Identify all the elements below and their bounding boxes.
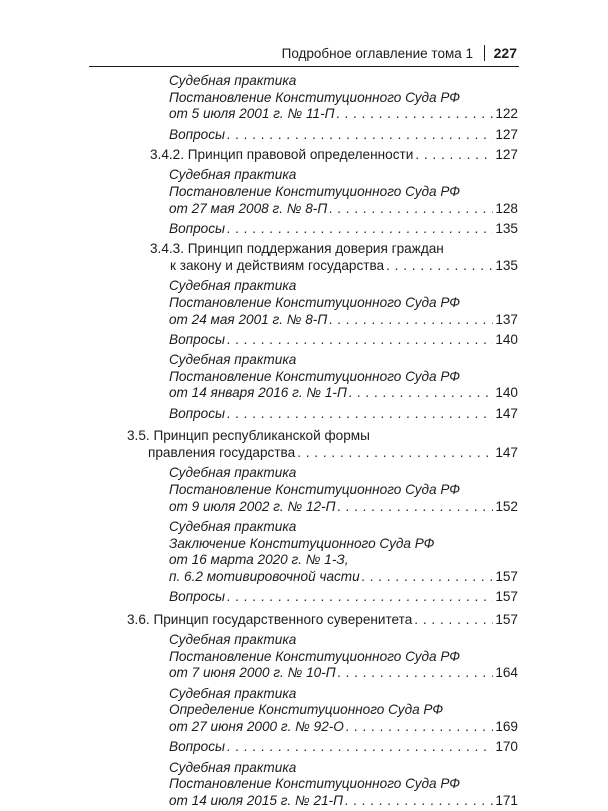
entry-line: Постановление Конституционного Суда РФ: [169, 482, 461, 498]
header-separator: [484, 45, 485, 61]
entry-last-line: [169, 793, 518, 810]
entry-title: от 24 мая 2001 г. № 8-П: [169, 311, 328, 327]
case-law-entry: [169, 632, 518, 682]
entry-line: Постановление Конституционного Суда РФ: [169, 89, 461, 105]
entry-page-number: 147: [495, 405, 518, 421]
dot-leader: [414, 612, 493, 629]
dot-leader: [337, 499, 493, 516]
entry-page-number: 127: [495, 126, 518, 142]
entry-page-number: 140: [495, 385, 518, 401]
entry-last-line: [169, 499, 518, 516]
entry-title: 3.4.2. Принцип правовой определенности: [150, 146, 414, 162]
entry-page-number: 135: [495, 257, 518, 273]
entry-title: Вопросы: [169, 405, 226, 421]
questions-entry: [169, 332, 518, 349]
entry-line: Постановление Конституционного Суда РФ: [169, 294, 461, 310]
dot-leader: [227, 739, 493, 756]
case-law-entry: [169, 465, 518, 515]
entry-last-line: [150, 258, 518, 275]
header-rule: [89, 66, 519, 67]
entry-title: Вопросы: [169, 220, 226, 236]
entry-title: от 14 июля 2015 г. № 21-П: [169, 792, 344, 808]
entry-title: 3.6. Принцип государственного суверенитета: [127, 611, 413, 627]
entry-title: Вопросы: [169, 331, 226, 347]
entry-line: Судебная практика: [169, 352, 297, 368]
entry-last-line: [127, 445, 518, 462]
dot-leader: [297, 445, 493, 462]
entry-title: правления государства: [148, 445, 296, 461]
entry-line: Судебная практика: [169, 465, 297, 481]
dot-leader: [345, 793, 493, 810]
questions-entry: [169, 739, 518, 756]
dot-leader: [336, 106, 493, 123]
entry-page-number: 170: [495, 739, 518, 755]
entry-page-number: 169: [495, 718, 518, 734]
dot-leader: [329, 201, 493, 218]
dot-leader: [227, 589, 493, 606]
case-law-entry: [169, 519, 518, 585]
entry-last-line: [169, 201, 518, 218]
entry-line: Определение Конституционного Суда РФ: [169, 702, 444, 718]
entry-line: Судебная практика: [169, 519, 297, 535]
entry-page-number: 127: [495, 146, 518, 162]
questions-entry: [169, 589, 518, 606]
case-law-entry: [169, 278, 518, 328]
running-header: [89, 44, 519, 64]
subsection-entry: [150, 241, 518, 274]
entry-last-line: [169, 719, 518, 736]
case-law-entry: [169, 686, 518, 736]
entry-last-line: [169, 406, 518, 423]
subsection-entry: [150, 147, 518, 164]
entry-last-line: [169, 665, 518, 682]
entry-page-number: 157: [495, 589, 518, 605]
page-number: 227: [493, 45, 517, 61]
entry-title: к закону и действиям государства: [170, 257, 385, 273]
entry-title: от 9 июля 2002 г. № 12-П: [169, 498, 336, 514]
dot-leader: [227, 221, 493, 238]
dot-leader: [329, 312, 493, 329]
case-law-entry: [169, 760, 518, 810]
entry-last-line: [150, 147, 518, 164]
dot-leader: [415, 147, 493, 164]
entry-line: Судебная практика: [169, 632, 297, 648]
entry-page-number: 128: [495, 200, 518, 216]
dot-leader: [338, 665, 494, 682]
entry-page-number: 157: [495, 611, 518, 627]
entry-last-line: [169, 385, 518, 402]
entry-last-line: [169, 312, 518, 329]
entry-last-line: [169, 332, 518, 349]
entry-line: Постановление Конституционного Суда РФ: [169, 776, 461, 792]
entry-line: Постановление Конституционного Суда РФ: [169, 368, 461, 384]
case-law-entry: [169, 167, 518, 217]
entry-page-number: 152: [495, 498, 518, 514]
entry-page-number: 171: [495, 792, 518, 808]
entry-line: Судебная практика: [169, 759, 297, 775]
entry-last-line: [169, 739, 518, 756]
dot-leader: [227, 127, 493, 144]
entry-line: Заключение Конституционного Суда РФ: [169, 535, 435, 551]
questions-entry: [169, 406, 518, 423]
entry-last-line: [169, 106, 518, 123]
entry-page-number: 164: [495, 665, 518, 681]
entry-title: от 27 июня 2000 г. № 92-О: [169, 718, 344, 734]
entry-page-number: 147: [495, 445, 518, 461]
entry-title: п. 6.2 мотивировочной части: [169, 568, 360, 584]
case-law-entry: [169, 73, 518, 123]
dot-leader: [227, 406, 493, 423]
entry-last-line: [169, 569, 518, 586]
entry-line: Судебная практика: [169, 685, 297, 701]
dot-leader: [386, 258, 493, 275]
entry-line: Судебная практика: [169, 167, 297, 183]
entry-line: 3.4.3. Принцип поддержания доверия граждан: [150, 241, 444, 257]
entry-title: от 27 мая 2008 г. № 8-П: [169, 200, 328, 216]
running-title: Подробное оглавление тома 1: [281, 46, 473, 61]
entry-page-number: 135: [495, 220, 518, 236]
questions-entry: [169, 127, 518, 144]
entry-last-line: [169, 589, 518, 606]
entry-line: от 16 марта 2020 г. № 1-З,: [169, 552, 349, 568]
entry-page-number: 122: [495, 106, 518, 122]
entry-last-line: [127, 612, 518, 629]
entry-line: 3.5. Принцип республиканской формы: [127, 428, 370, 444]
entry-title: от 14 января 2016 г. № 1-П: [169, 385, 347, 401]
dot-leader: [362, 569, 494, 586]
case-law-entry: [169, 352, 518, 402]
dot-leader: [349, 385, 493, 402]
entry-last-line: [169, 221, 518, 238]
entry-title: от 7 июня 2000 г. № 10-П: [169, 665, 336, 681]
entry-page-number: 137: [495, 311, 518, 327]
section-entry: [127, 428, 518, 461]
entry-line: Постановление Конституционного Суда РФ: [169, 648, 461, 664]
entry-last-line: [169, 127, 518, 144]
entry-title: от 5 июля 2001 г. № 11-П: [169, 106, 335, 122]
section-entry: [127, 612, 518, 629]
entry-line: Судебная практика: [169, 278, 297, 294]
entry-line: Судебная практика: [169, 73, 297, 88]
entry-line: Постановление Конституционного Суда РФ: [169, 183, 461, 199]
dot-leader: [346, 719, 493, 736]
questions-entry: [169, 221, 518, 238]
entry-page-number: 140: [495, 331, 518, 347]
entry-title: Вопросы: [169, 589, 226, 605]
entry-page-number: 157: [495, 568, 518, 584]
dot-leader: [227, 332, 493, 349]
entry-title: Вопросы: [169, 126, 226, 142]
entry-title: Вопросы: [169, 739, 226, 755]
table-of-contents: [0, 73, 608, 810]
